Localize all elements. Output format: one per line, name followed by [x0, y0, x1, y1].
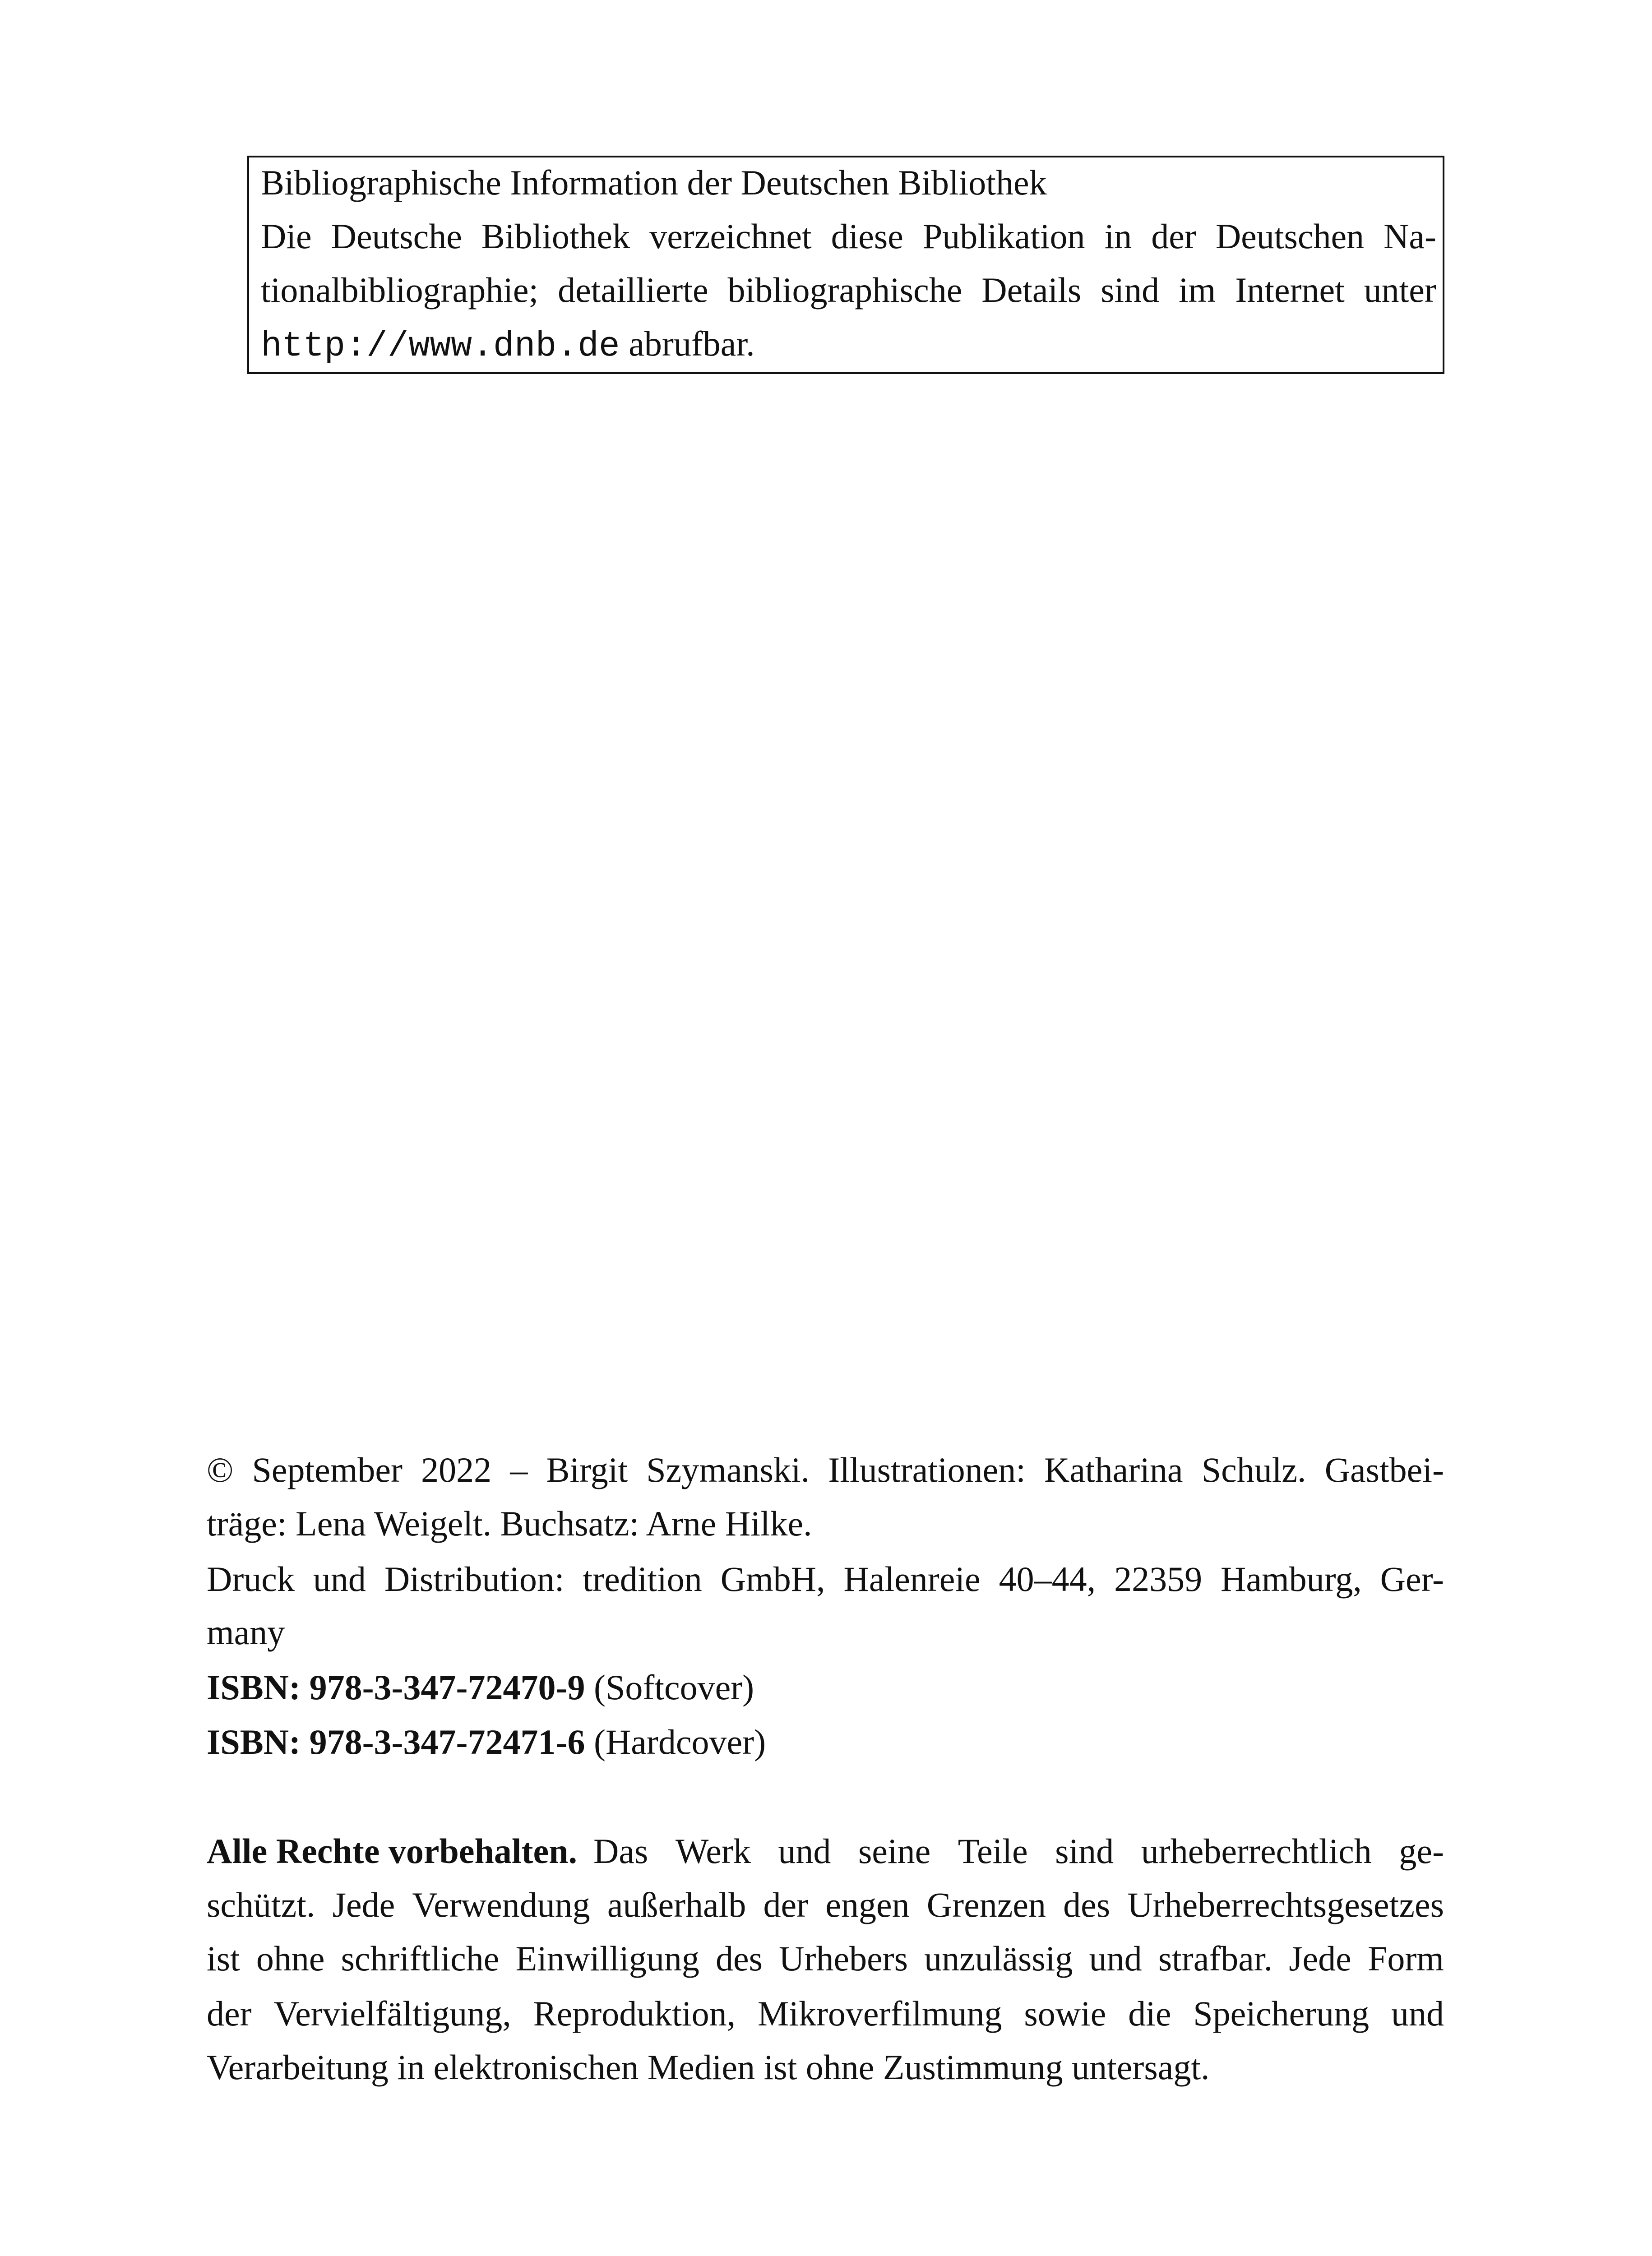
bib-box-url-line — [261, 326, 755, 364]
isbn-hardcover-number: ISBN: 978-3-347-72471-6 — [207, 1722, 585, 1761]
word: Mikroverfilmung — [757, 1994, 1002, 2033]
word: Speicherung — [1193, 1994, 1370, 2033]
rights-line-5: Verarbeitung in elektronischen Medien ist ohne Zustimmung untersagt. — [207, 2048, 1210, 2087]
word: der — [207, 1994, 252, 2033]
word: Distribution: — [384, 1559, 565, 1599]
word: Katharina — [1044, 1450, 1183, 1489]
word: unzulässig — [924, 1939, 1073, 1978]
bib-box-line-1 — [261, 219, 1436, 254]
word: Internet — [1235, 270, 1345, 310]
isbn-softcover-number: ISBN: 978-3-347-72470-9 — [207, 1668, 585, 1707]
word: Teile — [958, 1831, 1028, 1871]
word: und — [778, 1831, 831, 1871]
word: engen — [825, 1885, 910, 1924]
word: Bibliothek — [481, 217, 630, 256]
word: und — [1089, 1939, 1142, 1978]
word: © — [207, 1450, 234, 1489]
word: unter — [1364, 270, 1436, 310]
word: ge- — [1399, 1831, 1444, 1871]
word: Urheberrechtsgesetzes — [1127, 1885, 1444, 1924]
word: Gastbei- — [1324, 1450, 1444, 1489]
distribution-line-1 — [207, 1559, 1444, 1599]
dnb-url-link[interactable]: http://www.dnb.de — [261, 327, 620, 366]
word: Publikation — [922, 217, 1085, 256]
word: Deutsche — [331, 217, 462, 256]
word: Ger- — [1380, 1559, 1444, 1599]
word: Vervielfältigung, — [273, 1994, 511, 2033]
word: September — [252, 1450, 403, 1489]
word: Verwendung — [412, 1885, 590, 1924]
word: strafbar. — [1158, 1939, 1273, 1978]
rights-line-2 — [207, 1887, 1444, 1923]
word: Deutschen — [1215, 217, 1365, 256]
word: des — [1063, 1885, 1111, 1924]
word: Na- — [1384, 217, 1436, 256]
word: 40–44, — [999, 1559, 1096, 1599]
word: verzeichnet — [649, 217, 812, 256]
rights-line-1 — [207, 1831, 1444, 1871]
word: Birgit — [546, 1450, 628, 1489]
word: Urhebers — [779, 1939, 908, 1978]
rights-line-3 — [207, 1941, 1444, 1976]
rights-heading: Alle Rechte vorbehalten. — [207, 1831, 577, 1871]
word: schriftliche — [341, 1939, 500, 1978]
word: Jede — [332, 1885, 395, 1924]
word: die — [1128, 1994, 1171, 2033]
word: außerhalb — [607, 1885, 746, 1924]
word: und — [313, 1559, 366, 1599]
rights-line-4 — [207, 1996, 1444, 2031]
isbn-softcover-format: (Softcover) — [593, 1668, 754, 1707]
word: GmbH, — [720, 1559, 825, 1599]
word: Hamburg, — [1221, 1559, 1362, 1599]
word: im — [1178, 270, 1216, 310]
word: – — [510, 1450, 528, 1489]
word: Reproduktion, — [533, 1994, 736, 2033]
word: Einwilligung — [515, 1939, 699, 1978]
word: Grenzen — [926, 1885, 1046, 1924]
word: urheberrechtlich — [1141, 1831, 1372, 1871]
copyright-line-2: träge: Lena Weigelt. Buchsatz: Arne Hilke. — [207, 1504, 812, 1543]
word: detaillierte — [558, 270, 708, 310]
word: Werk — [675, 1831, 751, 1871]
word: Szymanski. — [646, 1450, 810, 1489]
word: 2022 — [421, 1450, 492, 1489]
word: Halenreie — [843, 1559, 981, 1599]
word: Druck — [207, 1559, 295, 1599]
word: des — [716, 1939, 763, 1978]
word: Form — [1367, 1939, 1444, 1978]
word: sind — [1101, 270, 1160, 310]
word: seine — [858, 1831, 931, 1871]
isbn-hardcover — [207, 1724, 766, 1760]
word: tredition — [583, 1559, 702, 1599]
word: der — [1151, 217, 1196, 256]
word: Illustrationen: — [828, 1450, 1026, 1489]
bib-box-title: Bibliographische Information der Deutschen Bibliothek — [261, 163, 1047, 202]
word: sowie — [1024, 1994, 1106, 2033]
word: und — [1391, 1994, 1444, 2033]
word: tionalbibliographie; — [261, 270, 539, 310]
isbn-softcover — [207, 1670, 754, 1705]
word: diese — [831, 217, 903, 256]
word: Schulz. — [1201, 1450, 1306, 1489]
bib-box-line-2 — [261, 270, 1436, 310]
word: sind — [1055, 1831, 1114, 1871]
word: Details — [981, 270, 1082, 310]
word: Die — [261, 217, 312, 256]
word: der — [763, 1885, 809, 1924]
copyright-line-1 — [207, 1452, 1444, 1488]
word: bibliographische — [727, 270, 963, 310]
word: in — [1104, 217, 1132, 256]
word: ohne — [256, 1939, 325, 1978]
url-suffix: abrufbar. — [629, 324, 755, 363]
word: 22359 — [1114, 1559, 1203, 1599]
rights-line-1-rest — [593, 1831, 1444, 1871]
word: schützt. — [207, 1885, 315, 1924]
distribution-line-2: many — [207, 1613, 285, 1652]
word: Jede — [1289, 1939, 1351, 1978]
word: ist — [207, 1939, 240, 1978]
word: Das — [593, 1831, 648, 1871]
isbn-hardcover-format: (Hardcover) — [593, 1722, 766, 1761]
